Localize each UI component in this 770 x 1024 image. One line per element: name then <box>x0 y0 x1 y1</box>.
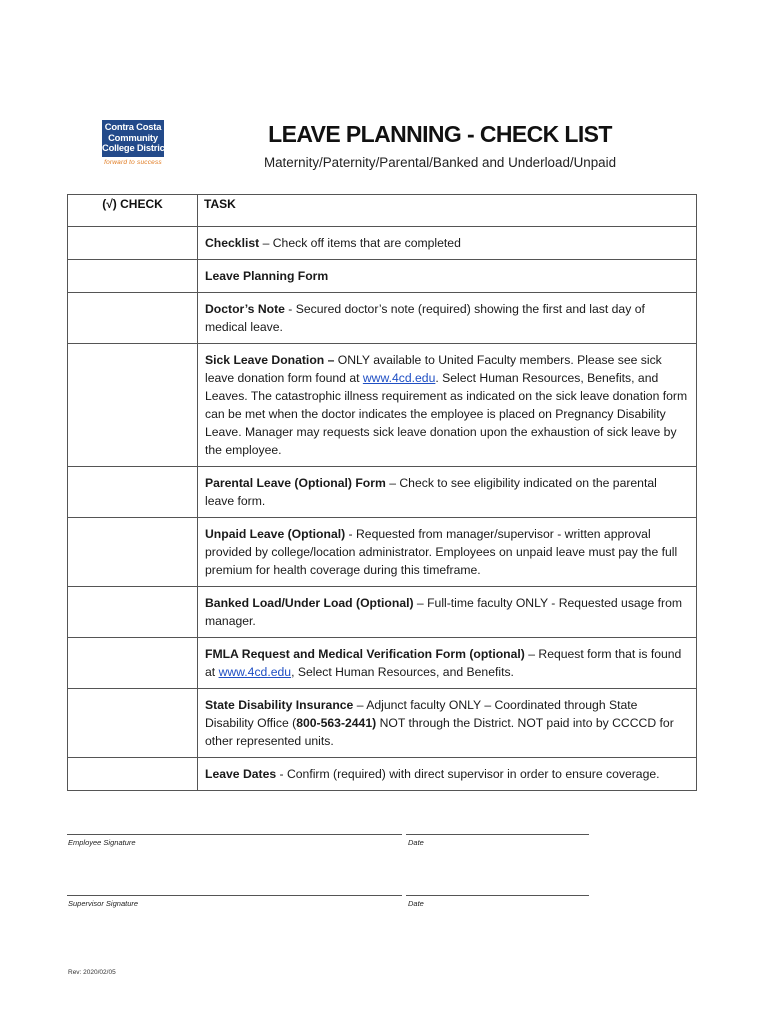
task-title: Doctor’s Note <box>205 302 285 316</box>
task-title: Banked Load/Under Load (Optional) <box>205 596 414 610</box>
check-cell[interactable] <box>68 587 198 638</box>
checklist-table <box>67 194 697 791</box>
task-cell <box>198 467 697 518</box>
check-cell[interactable] <box>68 518 198 587</box>
task-cell <box>198 344 697 467</box>
task-description: - Requested from manager/supervisor - written approval provided by college/location administrator. Employees on unpaid leave must pay the full premium for health coverage during this timeframe. <box>205 527 678 577</box>
district-logo <box>102 120 168 178</box>
task-title: Unpaid Leave (Optional) <box>205 527 346 541</box>
table-row <box>68 638 697 689</box>
logo-box <box>102 120 168 157</box>
table-row <box>68 260 697 293</box>
logo-tagline: forward to success <box>104 158 162 166</box>
logo-line: Community <box>108 131 158 143</box>
task-description-cont: , Select Human Resources, and Benefits. <box>291 665 514 679</box>
table-row <box>68 689 697 758</box>
task-column-header: TASK <box>198 195 697 227</box>
task-description-cont: . Select Human Resources, Benefits, and Leaves. The catastrophic illness requirement as indicated on the sick leave donation form can be met when the doctor indicates the employee is placed on Pregnancy Disability Leave. Manager may requests sick leave donation upon the exhaustion of sick leave by the employee. <box>205 371 688 457</box>
table-row <box>68 467 697 518</box>
task-cell <box>198 260 697 293</box>
task-title: State Disability Insurance <box>205 698 354 712</box>
table-row <box>68 758 697 791</box>
check-cell[interactable] <box>68 758 198 791</box>
website-link[interactable]: www.4cd.edu <box>362 371 436 385</box>
task-description: ONLY available to United Faculty members. Please see sick leave donation form found at <box>205 353 662 385</box>
task-cell <box>198 227 697 260</box>
employee-date-line[interactable] <box>406 834 589 835</box>
supervisor-signature-line[interactable] <box>67 895 402 896</box>
task-title: FMLA Request and Medical Verification Form (optional) <box>205 647 525 661</box>
table-row <box>68 227 697 260</box>
task-description: – Adjunct faculty ONLY – Coordinated through State Disability Office ( <box>205 698 638 730</box>
check-cell[interactable] <box>68 227 198 260</box>
phone-number: 800-563-2441) <box>296 716 377 730</box>
supervisor-date-label: Date <box>408 899 424 908</box>
task-description-cont: NOT through the District. NOT paid into by CCCCD for other represented units. <box>205 716 674 748</box>
employee-signature-line[interactable] <box>67 834 402 835</box>
logo-line: Contra Costa <box>104 121 162 132</box>
task-title: Sick Leave Donation – <box>205 353 335 367</box>
task-title: Checklist <box>205 236 260 250</box>
check-cell[interactable] <box>68 467 198 518</box>
check-cell[interactable] <box>68 638 198 689</box>
table-row <box>68 518 697 587</box>
table-header-row <box>68 195 697 227</box>
check-cell[interactable] <box>68 689 198 758</box>
task-title: Parental Leave (Optional) Form <box>205 476 386 490</box>
task-cell <box>198 518 697 587</box>
task-cell <box>198 689 697 758</box>
check-column-header: (√) CHECK <box>68 195 198 227</box>
task-title: Leave Planning Form <box>205 269 329 283</box>
task-description: – Check off items that are completed <box>259 236 461 250</box>
task-description: - Secured doctor’s note (required) showing the first and last day of medical leave. <box>205 302 645 334</box>
task-cell <box>198 638 697 689</box>
supervisor-date-line[interactable] <box>406 895 589 896</box>
task-title: Leave Dates <box>205 767 277 781</box>
task-description: – Request form that is found at <box>205 647 682 679</box>
table-row <box>68 344 697 467</box>
page-subtitle: Maternity/Paternity/Parental/Banked and Underload/Unpaid <box>263 155 617 170</box>
task-description: – Check to see eligibility indicated on the parental leave form. <box>205 476 657 508</box>
employee-date-label: Date <box>408 838 424 847</box>
page-title: LEAVE PLANNING - CHECK LIST <box>268 121 612 147</box>
task-cell <box>198 293 697 344</box>
supervisor-signature-label: Supervisor Signature <box>68 899 139 908</box>
task-cell <box>198 587 697 638</box>
check-cell[interactable] <box>68 293 198 344</box>
table-row <box>68 293 697 344</box>
website-link[interactable]: www.4cd.edu <box>218 665 292 679</box>
logo-line: College District <box>102 142 168 153</box>
task-cell <box>198 758 697 791</box>
check-cell[interactable] <box>68 260 198 293</box>
task-description: – Full-time faculty ONLY - Requested usage from manager. <box>205 596 683 628</box>
employee-signature-label: Employee Signature <box>68 838 136 847</box>
task-description: - Confirm (required) with direct supervisor in order to ensure coverage. <box>276 767 660 781</box>
table-row <box>68 587 697 638</box>
check-cell[interactable] <box>68 344 198 467</box>
revision-date: Rev: 2020/02/05 <box>68 969 116 976</box>
